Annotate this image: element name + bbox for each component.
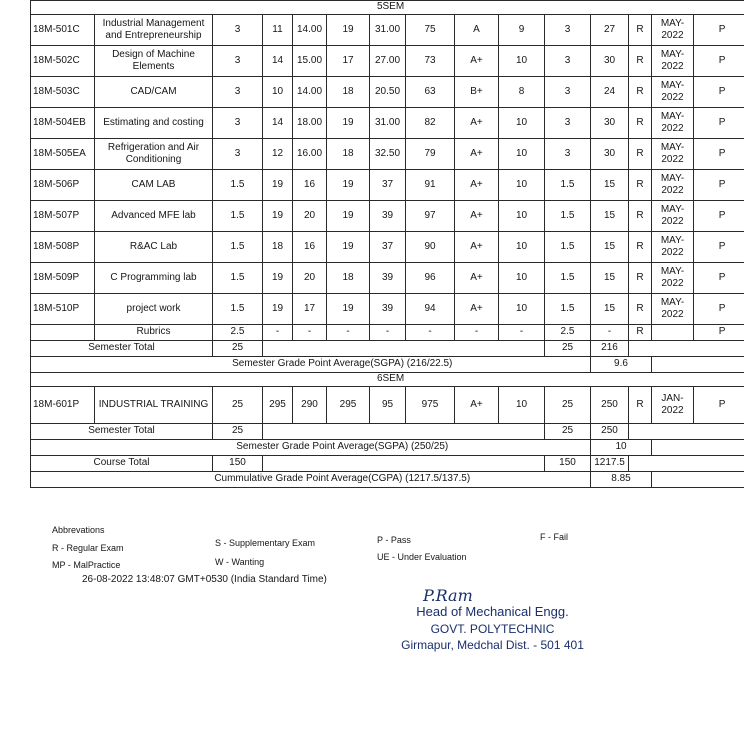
table-cell: 18: [263, 232, 293, 263]
table-cell: [263, 424, 545, 440]
table-cell: R: [629, 325, 652, 341]
table-cell: 10: [263, 77, 293, 108]
sgpa-label: Semester Grade Point Average(SGPA) (250/25): [95, 440, 591, 456]
table-cell: [263, 341, 545, 357]
table-cell: R: [629, 46, 652, 77]
table-cell: 1.5: [213, 263, 263, 294]
table-cell: 16: [293, 170, 327, 201]
table-cell: 1.5: [545, 201, 591, 232]
subject-code: 18M-502C: [31, 46, 95, 77]
table-cell: 3: [213, 77, 263, 108]
semester-heading: 6SEM: [31, 373, 744, 387]
table-cell: 216: [591, 341, 629, 357]
subject-name: R&AC Lab: [95, 232, 213, 263]
abbr-pass: P - Pass: [377, 535, 411, 545]
table-cell: 39: [370, 201, 406, 232]
table-cell: 75: [406, 15, 455, 46]
subject-code: 18M-501C: [31, 15, 95, 46]
table-cell: 1.5: [545, 263, 591, 294]
table-cell: 19: [327, 294, 370, 325]
sgpa-value: 10: [591, 440, 652, 456]
table-cell: R: [629, 232, 652, 263]
table-cell: [652, 472, 744, 488]
table-cell: 63: [406, 77, 455, 108]
table-row: [31, 440, 744, 456]
table-cell: 290: [293, 387, 327, 424]
table-row: [31, 139, 744, 170]
table-cell: A+: [455, 232, 499, 263]
table-cell: 14: [263, 46, 293, 77]
table-cell: 25: [545, 341, 591, 357]
table-cell: 18.00: [293, 108, 327, 139]
table-cell: -: [591, 325, 629, 341]
table-cell: -: [370, 325, 406, 341]
table-cell: 1.5: [545, 170, 591, 201]
table-cell: 39: [370, 294, 406, 325]
table-cell: 20.50: [370, 77, 406, 108]
table-cell: 15.00: [293, 46, 327, 77]
table-cell: 25: [213, 424, 263, 440]
table-cell: R: [629, 294, 652, 325]
subject-code: 18M-506P: [31, 170, 95, 201]
table-row: [31, 201, 744, 232]
table-row: [31, 424, 744, 440]
table-cell: R: [629, 263, 652, 294]
rubrics-label: Rubrics: [95, 325, 213, 341]
table-cell: 12: [263, 139, 293, 170]
table-cell: 15: [591, 294, 629, 325]
table-cell: 17: [327, 46, 370, 77]
table-cell: 295: [263, 387, 293, 424]
marks-memo: [30, 0, 730, 585]
table-cell: P: [694, 294, 744, 325]
semester-total-label: Semester Total: [31, 341, 213, 357]
subject-code: 18M-508P: [31, 232, 95, 263]
table-cell: A+: [455, 263, 499, 294]
table-row: [31, 46, 744, 77]
table-cell: 10: [499, 170, 545, 201]
table-cell: 1.5: [545, 232, 591, 263]
table-cell: 31.00: [370, 15, 406, 46]
table-cell: 18: [327, 263, 370, 294]
table-cell: P: [694, 77, 744, 108]
table-cell: [31, 440, 95, 456]
table-cell: 10: [499, 108, 545, 139]
subject-name: Advanced MFE lab: [95, 201, 213, 232]
table-cell: 3: [545, 46, 591, 77]
table-cell: 19: [263, 263, 293, 294]
table-cell: MAY-2022: [652, 46, 694, 77]
table-cell: P: [694, 263, 744, 294]
table-cell: 25: [213, 387, 263, 424]
table-row: [31, 387, 744, 424]
table-row: [31, 341, 744, 357]
table-cell: 19: [327, 201, 370, 232]
table-cell: 19: [327, 170, 370, 201]
table-row: [31, 294, 744, 325]
table-cell: 16: [293, 232, 327, 263]
table-cell: 25: [213, 341, 263, 357]
cgpa-value: 8.85: [591, 472, 652, 488]
table-cell: JAN-2022: [652, 387, 694, 424]
table-cell: 3: [213, 46, 263, 77]
subject-code: 18M-505EA: [31, 139, 95, 170]
table-cell: 95: [370, 387, 406, 424]
subject-code: 18M-510P: [31, 294, 95, 325]
table-cell: 1.5: [545, 294, 591, 325]
table-cell: A+: [455, 170, 499, 201]
table-row: [31, 232, 744, 263]
print-timestamp: 26-08-2022 13:48:07 GMT+0530 (India Standard Time): [82, 574, 327, 585]
table-cell: 295: [327, 387, 370, 424]
table-body: [31, 1, 744, 488]
table-row: [31, 325, 744, 341]
subject-code: 18M-503C: [31, 77, 95, 108]
table-cell: [652, 357, 744, 373]
table-cell: [263, 456, 545, 472]
table-cell: R: [629, 387, 652, 424]
table-cell: 32.50: [370, 139, 406, 170]
table-row: [31, 108, 744, 139]
table-cell: 15: [591, 201, 629, 232]
table-cell: 25: [545, 387, 591, 424]
table-cell: 10: [499, 263, 545, 294]
table-cell: 3: [545, 108, 591, 139]
cgpa-label: Cummulative Grade Point Average(CGPA) (1217.5/137.5): [95, 472, 591, 488]
table-cell: 14: [263, 108, 293, 139]
table-cell: 73: [406, 46, 455, 77]
subject-code: 18M-601P: [31, 387, 95, 424]
table-cell: MAY-2022: [652, 263, 694, 294]
table-row: [31, 170, 744, 201]
table-cell: 20: [293, 201, 327, 232]
table-cell: P: [694, 15, 744, 46]
table-cell: -: [293, 325, 327, 341]
table-cell: 3: [213, 139, 263, 170]
table-cell: 16.00: [293, 139, 327, 170]
table-cell: 11: [263, 15, 293, 46]
table-cell: P: [694, 170, 744, 201]
table-cell: -: [327, 325, 370, 341]
table-cell: 19: [327, 232, 370, 263]
table-row: [31, 357, 744, 373]
table-cell: 1.5: [213, 294, 263, 325]
table-cell: P: [694, 387, 744, 424]
table-cell: 91: [406, 170, 455, 201]
table-cell: P: [694, 46, 744, 77]
table-cell: MAY-2022: [652, 170, 694, 201]
signature-stamp: [385, 585, 600, 653]
table-cell: 1.5: [213, 201, 263, 232]
table-cell: -: [499, 325, 545, 341]
table-cell: [31, 472, 95, 488]
table-row: [31, 1, 744, 15]
subject-code: 18M-509P: [31, 263, 95, 294]
table-cell: A+: [455, 294, 499, 325]
table-cell: 3: [545, 139, 591, 170]
table-cell: MAY-2022: [652, 15, 694, 46]
table-cell: 14.00: [293, 77, 327, 108]
table-cell: A+: [455, 108, 499, 139]
sgpa-value: 9.6: [591, 357, 652, 373]
table-cell: 8: [499, 77, 545, 108]
abbr-regular: R - Regular Exam: [52, 543, 124, 553]
table-cell: MAY-2022: [652, 232, 694, 263]
table-cell: -: [263, 325, 293, 341]
table-cell: A+: [455, 201, 499, 232]
table-cell: 15: [591, 232, 629, 263]
table-cell: 10: [499, 46, 545, 77]
table-cell: 150: [213, 456, 263, 472]
sgpa-label: Semester Grade Point Average(SGPA) (216/22.5): [95, 357, 591, 373]
table-cell: 2.5: [213, 325, 263, 341]
table-cell: R: [629, 77, 652, 108]
table-cell: 19: [327, 108, 370, 139]
table-cell: 3: [545, 15, 591, 46]
table-row: [31, 263, 744, 294]
table-cell: 3: [545, 77, 591, 108]
subject-name: CAM LAB: [95, 170, 213, 201]
stamp-line-3: Girmapur, Medchal Dist. - 501 401: [401, 637, 584, 652]
table-cell: 82: [406, 108, 455, 139]
table-cell: [629, 424, 744, 440]
subject-name: INDUSTRIAL TRAINING: [95, 387, 213, 424]
table-cell: [629, 341, 744, 357]
subject-code: 18M-504EB: [31, 108, 95, 139]
table-cell: P: [694, 108, 744, 139]
table-cell: 37: [370, 170, 406, 201]
table-row: [31, 456, 744, 472]
abbr-wanting: W - Wanting: [215, 557, 265, 567]
table-cell: 10: [499, 387, 545, 424]
table-cell: 3: [213, 15, 263, 46]
subject-name: C Programming lab: [95, 263, 213, 294]
subject-code: 18M-507P: [31, 201, 95, 232]
table-cell: P: [694, 201, 744, 232]
table-cell: [31, 325, 95, 341]
table-cell: 25: [545, 424, 591, 440]
table-cell: R: [629, 201, 652, 232]
table-cell: A: [455, 15, 499, 46]
table-cell: [652, 440, 744, 456]
table-cell: -: [455, 325, 499, 341]
table-cell: 10: [499, 232, 545, 263]
abbr-fail: F - Fail: [540, 532, 568, 542]
table-cell: MAY-2022: [652, 201, 694, 232]
table-cell: P: [694, 325, 744, 341]
table-cell: 31.00: [370, 108, 406, 139]
table-cell: 18: [327, 77, 370, 108]
table-cell: 19: [327, 15, 370, 46]
table-cell: 10: [499, 139, 545, 170]
stamp-line-1: Head of Mechanical Engg.: [416, 604, 569, 619]
table-cell: 250: [591, 424, 629, 440]
table-cell: MAY-2022: [652, 294, 694, 325]
table-cell: 1217.5: [591, 456, 629, 472]
abbreviations-title: Abbrevations: [52, 525, 105, 535]
table-cell: A+: [455, 139, 499, 170]
table-row: [31, 373, 744, 387]
table-cell: [31, 357, 95, 373]
subject-name: Refrigeration and Air Conditioning: [95, 139, 213, 170]
table-cell: 15: [591, 170, 629, 201]
table-cell: 24: [591, 77, 629, 108]
table-cell: A+: [455, 46, 499, 77]
table-cell: 19: [263, 170, 293, 201]
table-cell: 30: [591, 46, 629, 77]
table-cell: MAY-2022: [652, 139, 694, 170]
table-cell: B+: [455, 77, 499, 108]
table-cell: 90: [406, 232, 455, 263]
marks-table: [30, 0, 744, 488]
table-cell: 150: [545, 456, 591, 472]
table-cell: 2.5: [545, 325, 591, 341]
table-cell: 30: [591, 108, 629, 139]
table-cell: P: [694, 232, 744, 263]
table-cell: 3: [213, 108, 263, 139]
table-cell: 10: [499, 201, 545, 232]
table-row: [31, 15, 744, 46]
table-cell: 19: [263, 201, 293, 232]
table-cell: 27.00: [370, 46, 406, 77]
table-cell: 17: [293, 294, 327, 325]
table-cell: 10: [499, 294, 545, 325]
subject-name: Industrial Management and Entrepreneurship: [95, 15, 213, 46]
stamp-line-2: GOVT. POLYTECHNIC: [430, 621, 555, 636]
table-cell: 97: [406, 201, 455, 232]
subject-name: Design of Machine Elements: [95, 46, 213, 77]
table-cell: 15: [591, 263, 629, 294]
table-cell: 79: [406, 139, 455, 170]
table-cell: 1.5: [213, 232, 263, 263]
table-cell: MAY-2022: [652, 108, 694, 139]
table-cell: [652, 325, 694, 341]
table-cell: R: [629, 108, 652, 139]
table-cell: 94: [406, 294, 455, 325]
course-total-label: Course Total: [31, 456, 213, 472]
table-cell: R: [629, 170, 652, 201]
table-cell: 37: [370, 232, 406, 263]
table-cell: 1.5: [213, 170, 263, 201]
abbr-supplementary: S - Supplementary Exam: [215, 538, 316, 548]
table-cell: A+: [455, 387, 499, 424]
abbr-under-evaluation: UE - Under Evaluation: [377, 552, 467, 562]
table-cell: 18: [327, 139, 370, 170]
table-cell: 19: [263, 294, 293, 325]
semester-heading: 5SEM: [31, 1, 744, 15]
abbr-malpractice: MP - MalPractice: [52, 560, 121, 570]
subject-name: Estimating and costing: [95, 108, 213, 139]
table-cell: 14.00: [293, 15, 327, 46]
table-cell: 975: [406, 387, 455, 424]
table-cell: 27: [591, 15, 629, 46]
table-row: [31, 77, 744, 108]
table-cell: P: [694, 139, 744, 170]
table-cell: 9: [499, 15, 545, 46]
table-cell: [629, 456, 744, 472]
table-cell: 20: [293, 263, 327, 294]
table-cell: 96: [406, 263, 455, 294]
table-cell: MAY-2022: [652, 77, 694, 108]
semester-total-label: Semester Total: [31, 424, 213, 440]
subject-name: CAD/CAM: [95, 77, 213, 108]
table-cell: R: [629, 15, 652, 46]
table-cell: 39: [370, 263, 406, 294]
table-row: [31, 472, 744, 488]
table-cell: R: [629, 139, 652, 170]
table-cell: 30: [591, 139, 629, 170]
table-cell: -: [406, 325, 455, 341]
signature: P.Ram: [423, 586, 473, 605]
table-cell: 250: [591, 387, 629, 424]
subject-name: project work: [95, 294, 213, 325]
